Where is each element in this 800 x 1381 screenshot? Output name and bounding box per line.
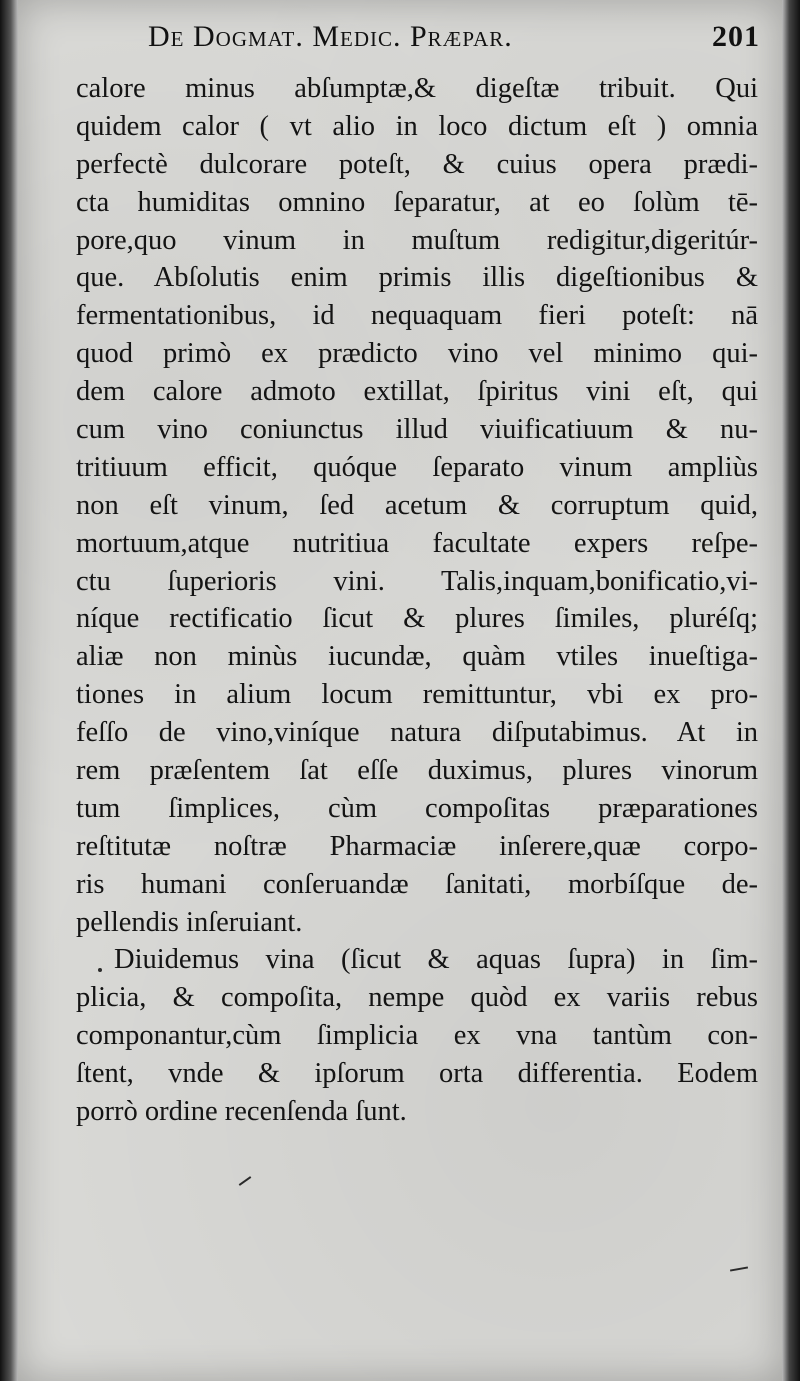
text-line: perfectè dulcorare poteſt, & cuius opera prædi-: [76, 148, 758, 180]
text-line: plicia, & compoſita, nempe quòd ex variis rebus: [76, 982, 758, 1014]
text-line: non eſt vinum, ſed acetum & corruptum quid,: [76, 489, 758, 521]
text-line: quidem calor ( vt alio in loco dictum eſt ) omnia: [76, 110, 758, 142]
ink-speck: [98, 968, 102, 972]
text-line: pore,quo vinum in muſtum redigitur,digeritúr-: [76, 224, 758, 256]
text-line: fermentationibus, id nequaquam fieri poteſt: nā: [76, 300, 758, 332]
text-line-paragraph-end: pellendis inſeruiant.: [76, 906, 303, 938]
text-line: ctu ſuperioris vini. Talis,inquam,bonificatio,vi-: [76, 565, 758, 597]
text-line: calore minus abſumptæ,& digeſtæ tribuit. Qui: [76, 73, 758, 104]
text-line: reſtitutæ noſtræ Pharmaciæ inſerere,quæ corpo-: [76, 830, 758, 862]
running-head-title: De Dogmat. Medic. Præpar.: [148, 20, 513, 53]
text-line: mortuum,atque nutritiua facultate expers reſpe-: [76, 527, 758, 559]
text-line: feſſo de vino,viníque natura diſputabimus. At in: [76, 717, 758, 749]
text-line: quod primò ex prædicto vino vel minimo qui-: [76, 338, 758, 370]
text-line: ſtent, vnde & ipſorum orta differentia. Eodem: [76, 1058, 758, 1090]
text-line: níque rectificatio ſicut & plures ſimiles, pluréſq;: [76, 603, 758, 635]
scan-right-edge: [782, 0, 800, 1381]
text-line: tum ſimplices, cùm compoſitas præparationes: [76, 792, 758, 824]
text-line-paragraph-end: porrò ordine recenſenda ſunt.: [76, 1096, 407, 1128]
text-line: ris humani conſeruandæ ſanitati, morbíſque de-: [76, 868, 758, 900]
scan-left-edge: [0, 0, 18, 1381]
text-line: tiones in alium locum remittuntur, vbi ex pro-: [76, 679, 758, 711]
text-line: dem calore admoto extillat, ſpiritus vini eſt, qui: [76, 376, 758, 408]
text-line: rem præſentem ſat eſſe duximus, plures vinorum: [76, 755, 758, 787]
text-line: tritiuum efficit, quóque ſeparato vinum ampliùs: [76, 451, 758, 483]
text-line: aliæ non minùs iucundæ, quàm vtiles inueſtiga-: [76, 641, 758, 673]
text-line: componantur,cùm ſimplicia ex vna tantùm con-: [76, 1020, 758, 1052]
text-line: cta humiditas omnino ſeparatur, at eo ſolùm tē-: [76, 186, 758, 218]
text-line-paragraph-start: Diuidemus vina (ſicut & aquas ſupra) in ſim-: [114, 944, 758, 976]
text-line: que. Abſolutis enim primis illis digeſtionibus &: [76, 262, 758, 294]
body-text: [76, 70, 758, 1131]
running-head: [148, 20, 768, 60]
text-line: cum vino coniunctus illud viuificatiuum & nu-: [76, 414, 758, 446]
page-number: 201: [712, 20, 760, 53]
